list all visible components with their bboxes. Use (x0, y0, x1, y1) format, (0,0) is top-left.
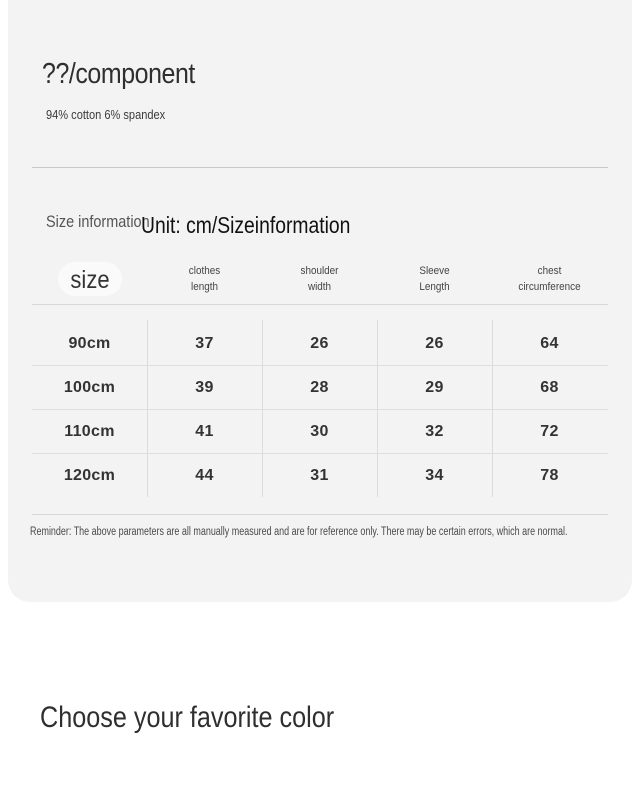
size-cell: 90cm (68, 335, 111, 352)
table-row (32, 322, 608, 366)
table-bottom-divider (32, 514, 608, 515)
clothes-length-cell: 37 (195, 335, 214, 352)
header-divider (32, 304, 608, 305)
header-shoulder-width: shoulder width (300, 265, 339, 293)
shoulder-width-cell: 28 (310, 379, 329, 396)
size-header-text: size (70, 266, 110, 294)
reminder-note: Reminder: The above parameters are all manually measured and are for reference only. There may be certain errors, which are normal. (30, 526, 568, 538)
header-chest-circumference: chest circumference (518, 265, 581, 293)
shoulder-width-cell: 26 (310, 335, 329, 352)
chest-cell: 68 (540, 379, 559, 396)
column-divider (147, 320, 148, 497)
size-cell: 110cm (64, 423, 115, 440)
table-row (32, 366, 608, 410)
chest-cell: 78 (540, 467, 559, 484)
size-cell: 100cm (63, 379, 116, 396)
sleeve-length-cell: 32 (425, 423, 444, 440)
size-cell: 120cm (63, 467, 116, 484)
shoulder-width-cell: 31 (310, 467, 329, 484)
composition-title: ??/component (42, 58, 195, 90)
clothes-length-cell: 41 (195, 423, 214, 440)
unit-label: Unit: cm/Sizeinformation (141, 212, 351, 238)
size-column-header (58, 262, 122, 296)
column-divider (377, 320, 378, 497)
table-row (32, 410, 608, 454)
column-divider (492, 320, 493, 497)
shoulder-width-cell: 30 (310, 423, 329, 440)
choose-color-heading: Choose your favorite color (40, 701, 335, 734)
section-divider (32, 167, 608, 168)
chest-cell: 64 (540, 335, 559, 352)
size-info-label: Size information (46, 212, 150, 231)
column-divider (262, 320, 263, 497)
clothes-length-cell: 39 (195, 379, 214, 396)
sleeve-length-cell: 34 (425, 467, 444, 484)
composition-text: 94% cotton 6% spandex (46, 107, 166, 122)
sleeve-length-cell: 29 (425, 379, 444, 396)
header-sleeve-length: Sleeve Length (419, 265, 450, 293)
clothes-length-cell: 44 (195, 467, 214, 484)
chest-cell: 72 (540, 423, 559, 440)
table-row (32, 454, 608, 498)
header-clothes-length: clothes length (188, 265, 221, 293)
sleeve-length-cell: 26 (425, 335, 444, 352)
